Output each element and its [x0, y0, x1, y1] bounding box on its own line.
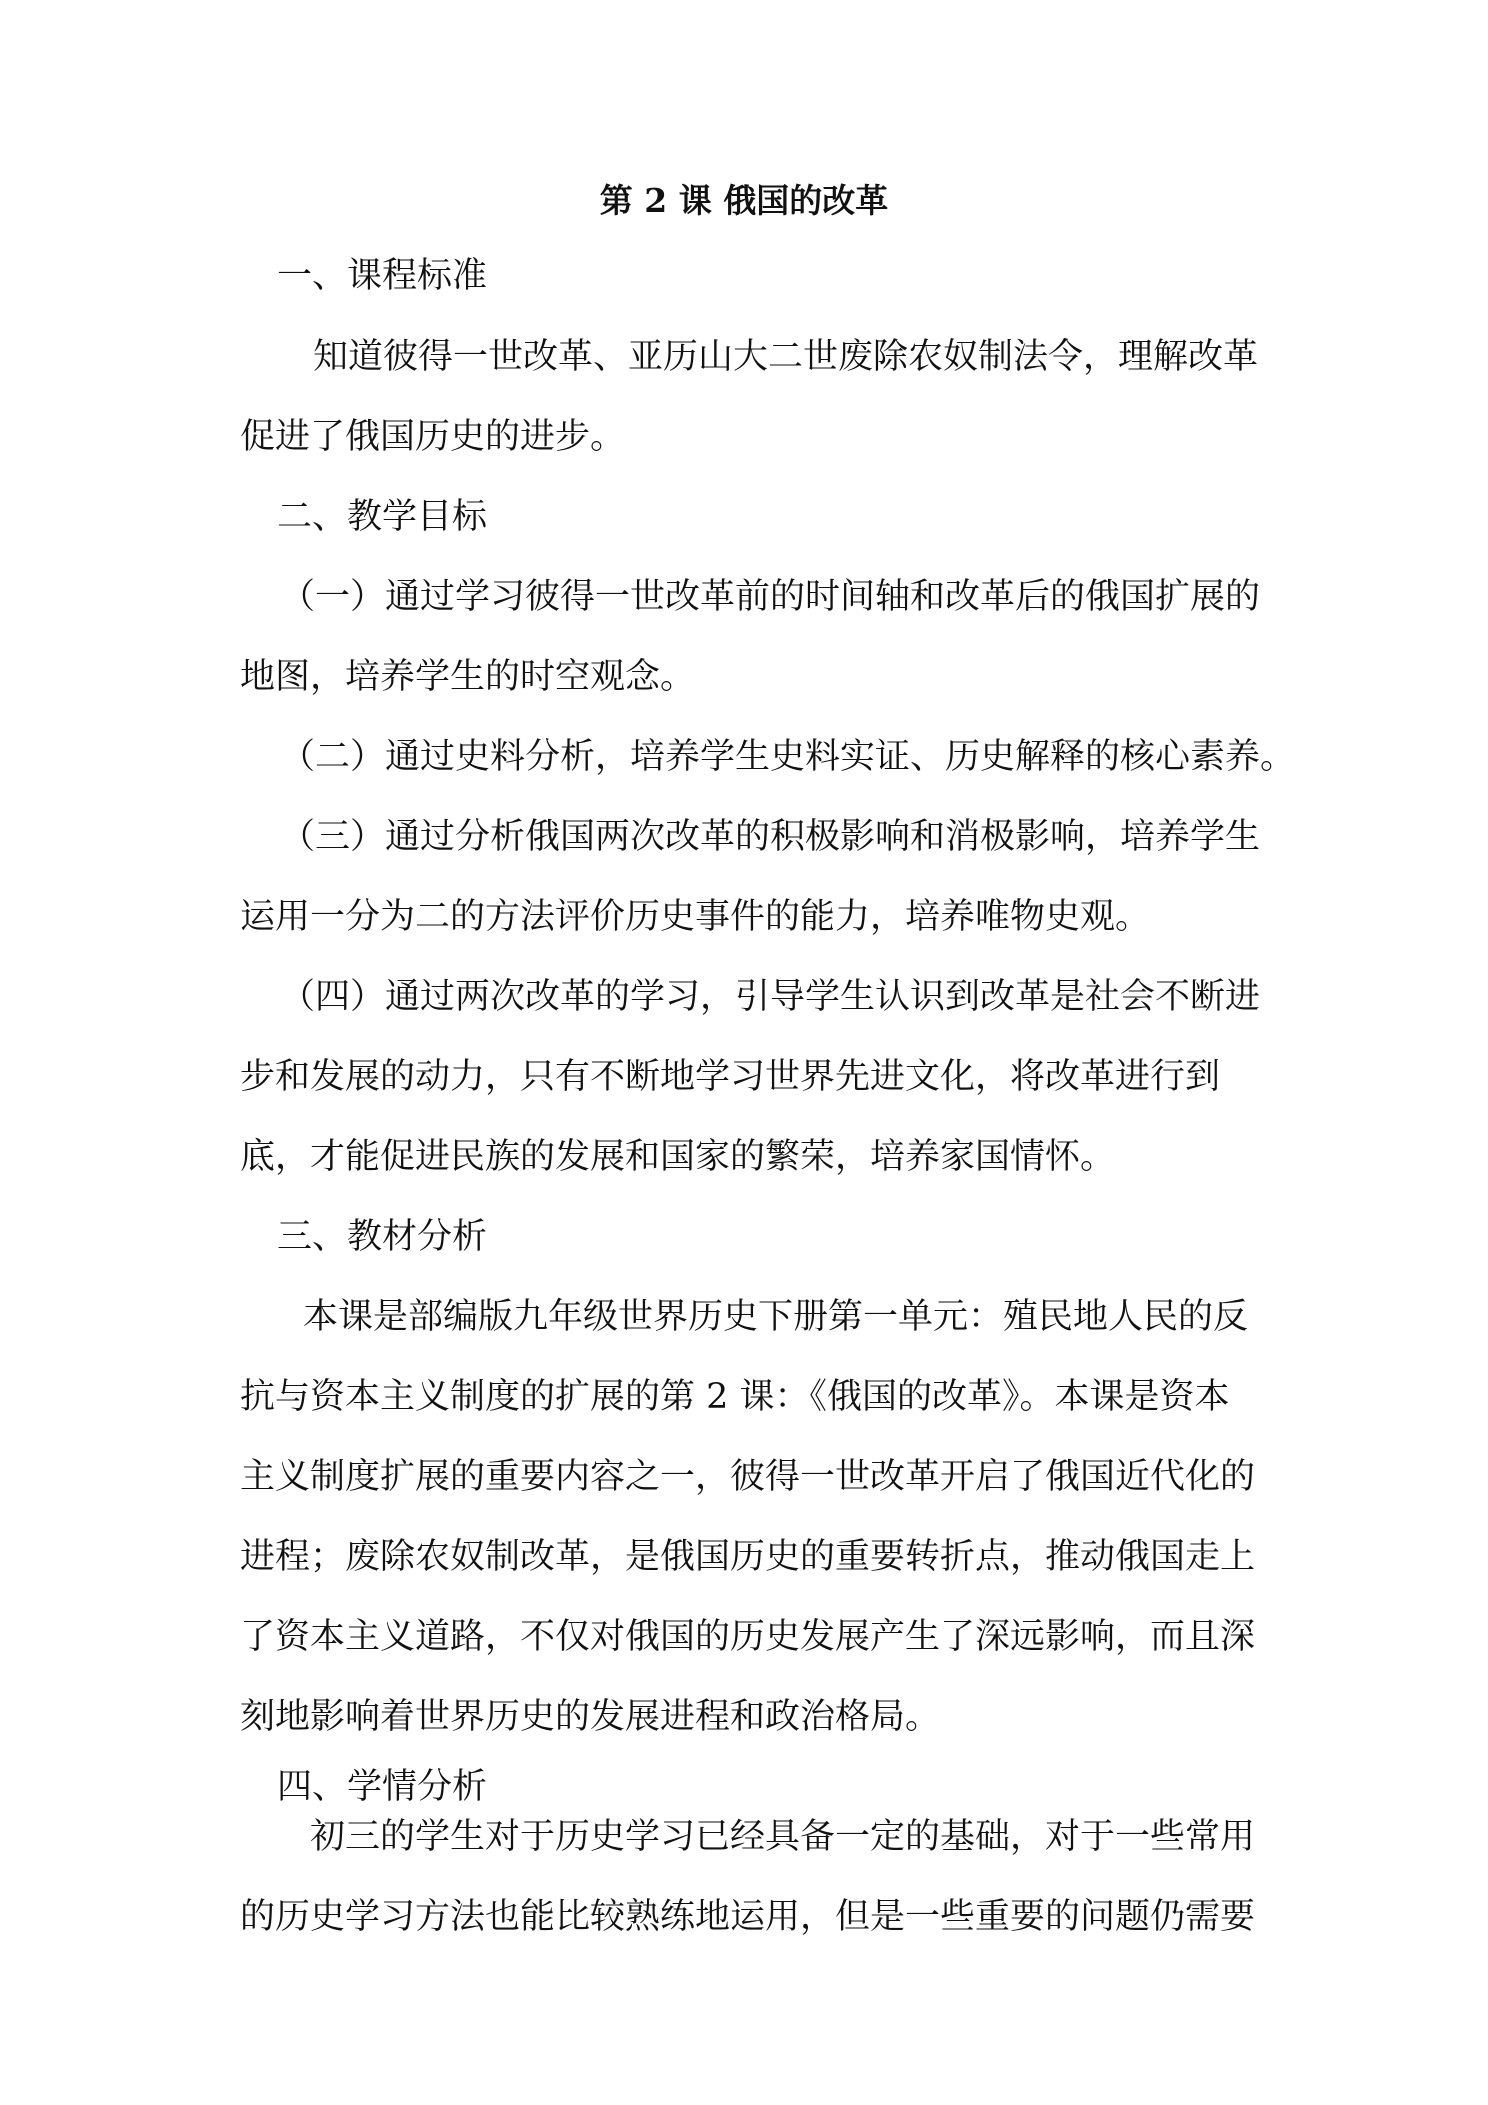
paragraph-line: （四）通过两次改革的学习，引导学生认识到改革是社会不断进 [280, 977, 1261, 1017]
paragraph-line: 初三的学生对于历史学习已经具备一定的基础，对于一些常用 [310, 1817, 1256, 1857]
section-heading-teaching-goals: 二、教学目标 [277, 497, 488, 537]
paragraph-line: 本课是部编版九年级世界历史下册第一单元：殖民地人民的反 [303, 1297, 1249, 1337]
paragraph-line: 抗与资本主义制度的扩展的第 2 课：《俄国的改革》。本课是资本 [240, 1377, 1230, 1417]
paragraph-line: 刻地影响着世界历史的发展进程和政治格局。 [240, 1697, 941, 1737]
paragraph-line: （一）通过学习彼得一世改革前的时间轴和改革后的俄国扩展的 [280, 577, 1261, 617]
paragraph-line: 进程；废除农奴制改革，是俄国历史的重要转折点，推动俄国走上 [240, 1537, 1256, 1577]
paragraph-line: 了资本主义道路，不仅对俄国的历史发展产生了深远影响，而且深 [240, 1617, 1256, 1657]
section-heading-curriculum-standard: 一、课程标准 [277, 256, 488, 296]
paragraph-line: 步和发展的动力，只有不断地学习世界先进文化，将改革进行到 [240, 1057, 1221, 1097]
paragraph-line: 底，才能促进民族的发展和国家的繁荣，培养家国情怀。 [240, 1137, 1116, 1177]
paragraph-line: 促进了俄国历史的进步。 [240, 417, 626, 457]
paragraph-line: 地图，培养学生的时空观念。 [240, 657, 696, 697]
page-title: 第 2 课 俄国的改革 [599, 181, 889, 220]
paragraph-line: 主义制度扩展的重要内容之一，彼得一世改革开启了俄国近代化的 [240, 1457, 1256, 1497]
paragraph-line: （二）通过史料分析，培养学生史料实证、历史解释的核心素养。 [280, 737, 1296, 777]
paragraph-line: （三）通过分析俄国两次改革的积极影响和消极影响，培养学生 [280, 817, 1261, 857]
section-heading-textbook-analysis: 三、教材分析 [277, 1217, 488, 1257]
section-heading-student-analysis: 四、学情分析 [277, 1767, 488, 1807]
paragraph-line: 的历史学习方法也能比较熟练地运用，但是一些重要的问题仍需要 [240, 1897, 1256, 1937]
paragraph-line: 运用一分为二的方法评价历史事件的能力，培养唯物史观。 [240, 897, 1151, 937]
paragraph-line: 知道彼得一世改革、亚历山大二世废除农奴制法令，理解改革 [313, 337, 1259, 377]
